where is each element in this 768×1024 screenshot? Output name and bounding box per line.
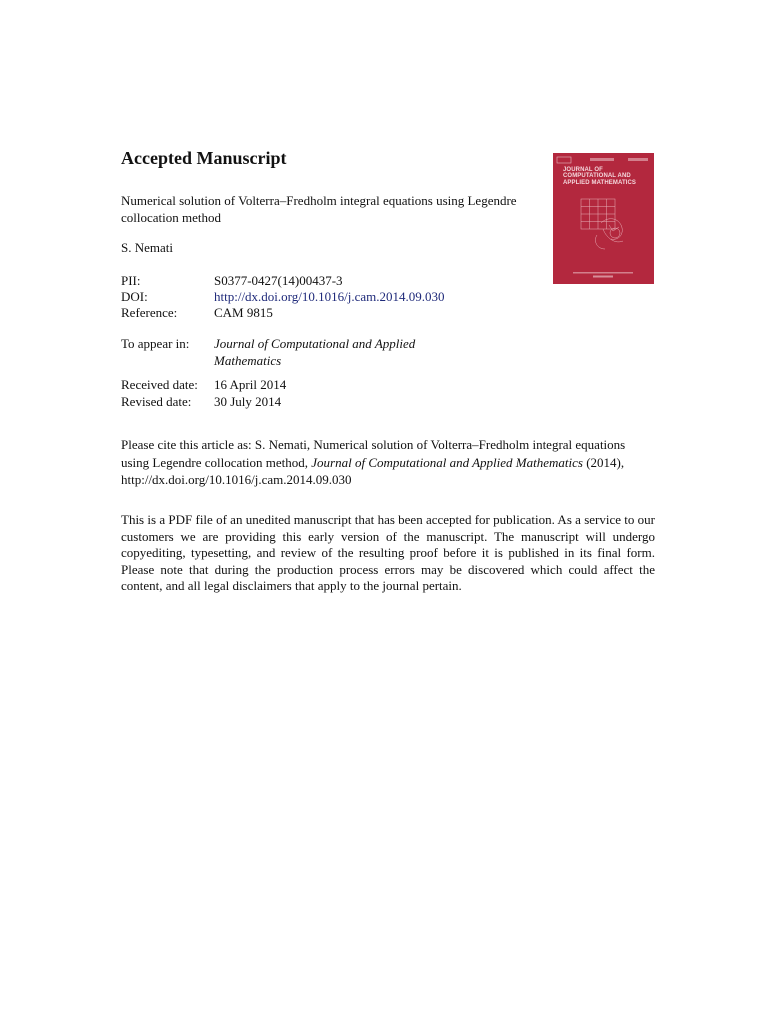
doi-label: DOI:	[121, 289, 148, 304]
cover-artwork	[575, 195, 635, 255]
cover-header-strip	[556, 156, 651, 164]
cover-footer-strip	[563, 271, 643, 279]
pii-label: PII:	[121, 273, 141, 288]
pii-value: S0377-0427(14)00437-3	[214, 273, 343, 288]
journal-cover[interactable]	[553, 153, 654, 284]
cover-journal-name: JOURNAL OF COMPUTATIONAL AND APPLIED MATHEMATICS	[563, 167, 637, 186]
reference-value: CAM 9815	[214, 305, 273, 320]
reference-label: Reference:	[121, 305, 178, 320]
revised-value: 30 July 2014	[214, 394, 282, 409]
appear-journal-line1: Journal of Computational and Applied	[214, 336, 416, 351]
appear-label: To appear in:	[121, 336, 190, 351]
citation-block	[121, 436, 651, 489]
citation-suffix: (2014), http://dx.doi.org/10.1016/j.cam.2014.09.030	[121, 454, 625, 487]
author-name: S. Nemati	[121, 240, 173, 255]
doi-link[interactable]: http://dx.doi.org/10.1016/j.cam.2014.09.030	[214, 289, 445, 304]
article-title: Numerical solution of Volterra–Fredholm integral equations using Legendre collocation method	[121, 193, 517, 225]
citation-journal: Journal of Computational and Applied Mathematics	[311, 454, 583, 470]
revised-label: Revised date:	[121, 394, 192, 409]
manuscript-notice: This is a PDF file of an unedited manuscript that has been accepted for publication. As a service to our customers we are providing this early version of the manuscript. The manuscript will undergo copyediting, typesetting, and review of the resulting proof before it is published in its final form. Please note that during the production process errors may be discovered which could affect the content, and all legal disclaimers that apply to the journal pertain.	[121, 512, 655, 594]
page-title: Accepted Manuscript	[121, 148, 287, 168]
citation-prefix: Please cite this article as: S. Nemati, Numerical solution of Volterra–Fredholm integral equations using Legendre collocation method,	[121, 437, 626, 470]
appear-journal-line2: Mathematics	[214, 353, 282, 368]
received-label: Received date:	[121, 377, 198, 392]
received-value: 16 April 2014	[214, 377, 287, 392]
